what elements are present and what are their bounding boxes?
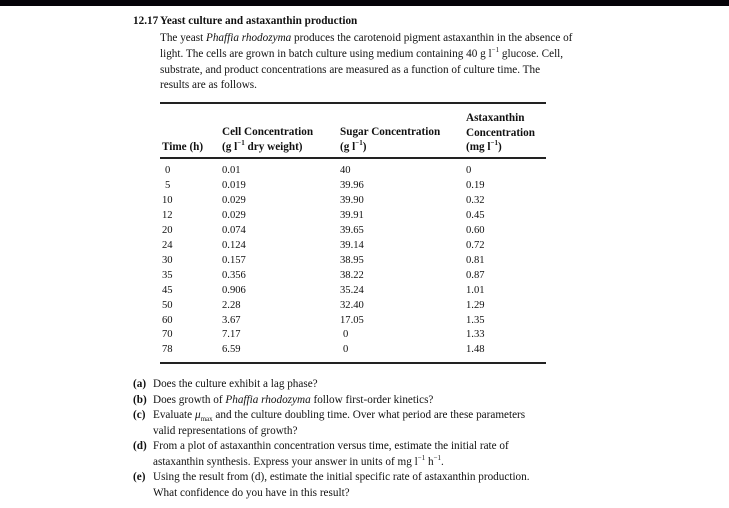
sugar-concentration-cell: 35.24 — [340, 284, 364, 296]
question-b: (b) Does growth of Phaffia rhodozyma follow first-order kinetics? — [133, 393, 434, 406]
cell-concentration-cell: 0.01 — [222, 165, 241, 176]
question-a: (a) Does the culture exhibit a lag phase? — [133, 378, 318, 390]
astaxanthin-cell: 0.81 — [466, 254, 485, 266]
time-cell: 60 — [162, 314, 173, 326]
header-sugar: Sugar Concentration (g $l^{-1}$) — [340, 126, 441, 153]
astaxanthin-cell: 0.19 — [466, 179, 485, 191]
question-d-cont: astaxanthin synthesis. Express your answer in units of mg $l^{-1}$ $h^{-1}$. — [153, 453, 444, 468]
sugar-concentration-cell: 0 — [343, 329, 349, 341]
sugar-concentration-cell: 39.91 — [340, 209, 364, 221]
cell-concentration-cell: 0.074 — [222, 224, 246, 236]
sugar-concentration-cell: 38.95 — [340, 254, 364, 266]
astaxanthin-cell: 1.33 — [466, 329, 485, 341]
time-cell: 12 — [162, 209, 173, 221]
sugar-concentration-cell: 17.05 — [340, 314, 364, 326]
sugar-concentration-cell: 39.96 — [340, 179, 364, 191]
cell-concentration-cell: 0.029 — [222, 209, 246, 221]
time-cell: 10 — [162, 194, 173, 206]
time-cell: 35 — [162, 269, 173, 281]
astaxanthin-cell: 1.35 — [466, 314, 485, 326]
astaxanthin-cell: 0.72 — [466, 239, 485, 251]
astaxanthin-cell: 1.01 — [466, 284, 485, 296]
intro-line: The yeast Phaffia rhodozyma produces the carotenoid pigment astaxanthin in the absence of — [160, 32, 573, 44]
time-cell: 78 — [162, 344, 173, 356]
astaxanthin-cell: 0.87 — [466, 269, 485, 281]
cell-concentration-cell: 0.157 — [222, 254, 246, 266]
problem-title: 12.17 Yeast culture and astaxanthin production — [133, 15, 358, 27]
question-c: (c) Evaluate $\mu_{max}$ and the culture doubling time. Over what period are these parameters — [133, 409, 526, 424]
time-cell: 24 — [162, 239, 173, 251]
cell-concentration-cell: 0.906 — [222, 284, 246, 296]
header-time: Time (h) — [162, 141, 204, 153]
table-bottom-rule — [160, 362, 546, 364]
cell-concentration-cell: 2.28 — [222, 299, 241, 311]
sugar-concentration-cell: 39.65 — [340, 224, 364, 236]
cell-concentration-cell: 0.019 — [222, 179, 246, 191]
astaxanthin-cell: 1.48 — [466, 344, 485, 356]
header-astaxanthin: Astaxanthin Concentration (mg $l^{-1}$) — [466, 112, 535, 153]
astaxanthin-cell: 0.32 — [466, 194, 485, 206]
intro-line: substrate, and product concentrations are measured as a function of culture time. The — [160, 63, 541, 76]
cell-concentration-cell: 0.029 — [222, 194, 246, 206]
sugar-concentration-cell: 39.14 — [340, 239, 364, 251]
time-cell: 45 — [162, 284, 173, 296]
cell-concentration-cell: 3.67 — [222, 314, 241, 326]
question-e: (e) Using the result from (d), estimate the initial specific rate of astaxanthin production. — [133, 471, 530, 483]
sugar-concentration-cell: 32.40 — [340, 299, 364, 311]
astaxanthin-cell: 0 — [466, 165, 472, 176]
sugar-concentration-cell: 39.90 — [340, 194, 364, 206]
table-header-rule — [160, 157, 546, 159]
intro-line: light. The cells are grown in batch culture using medium containing 40 g $l^{-1}$ glucose. Cell, — [160, 45, 564, 60]
top-black-bar — [0, 0, 729, 6]
cell-concentration-cell: 7.17 — [222, 329, 241, 341]
intro-line: results are as follows. — [160, 79, 257, 92]
astaxanthin-cell: 0.60 — [466, 224, 485, 236]
cell-concentration-cell: 0.124 — [222, 239, 246, 251]
question-d: (d) From a plot of astaxanthin concentration versus time, estimate the initial rate of — [133, 440, 509, 452]
time-cell: 20 — [162, 224, 173, 236]
questions-list — [133, 377, 530, 501]
time-cell: 50 — [162, 299, 173, 311]
cell-concentration-cell: 6.59 — [222, 344, 241, 356]
question-c-cont: valid representations of growth? — [153, 424, 298, 437]
sugar-concentration-cell: 0 — [343, 344, 349, 356]
intro-paragraph — [160, 31, 572, 94]
time-cell: 0 — [165, 165, 171, 176]
astaxanthin-cell: 1.29 — [466, 299, 485, 311]
table-top-rule — [160, 102, 546, 104]
question-e-cont: What confidence do you have in this result? — [153, 486, 350, 499]
sugar-concentration-cell: 40 — [340, 165, 351, 176]
sugar-concentration-cell: 38.22 — [340, 269, 364, 281]
time-cell: 30 — [162, 254, 173, 266]
cell-concentration-cell: 0.356 — [222, 269, 246, 281]
header-cell: Cell Concentration (g $l^{-1}$ dry weight) — [222, 126, 314, 153]
time-cell: 5 — [165, 179, 171, 191]
astaxanthin-cell: 0.45 — [466, 209, 485, 221]
time-cell: 70 — [162, 329, 173, 341]
